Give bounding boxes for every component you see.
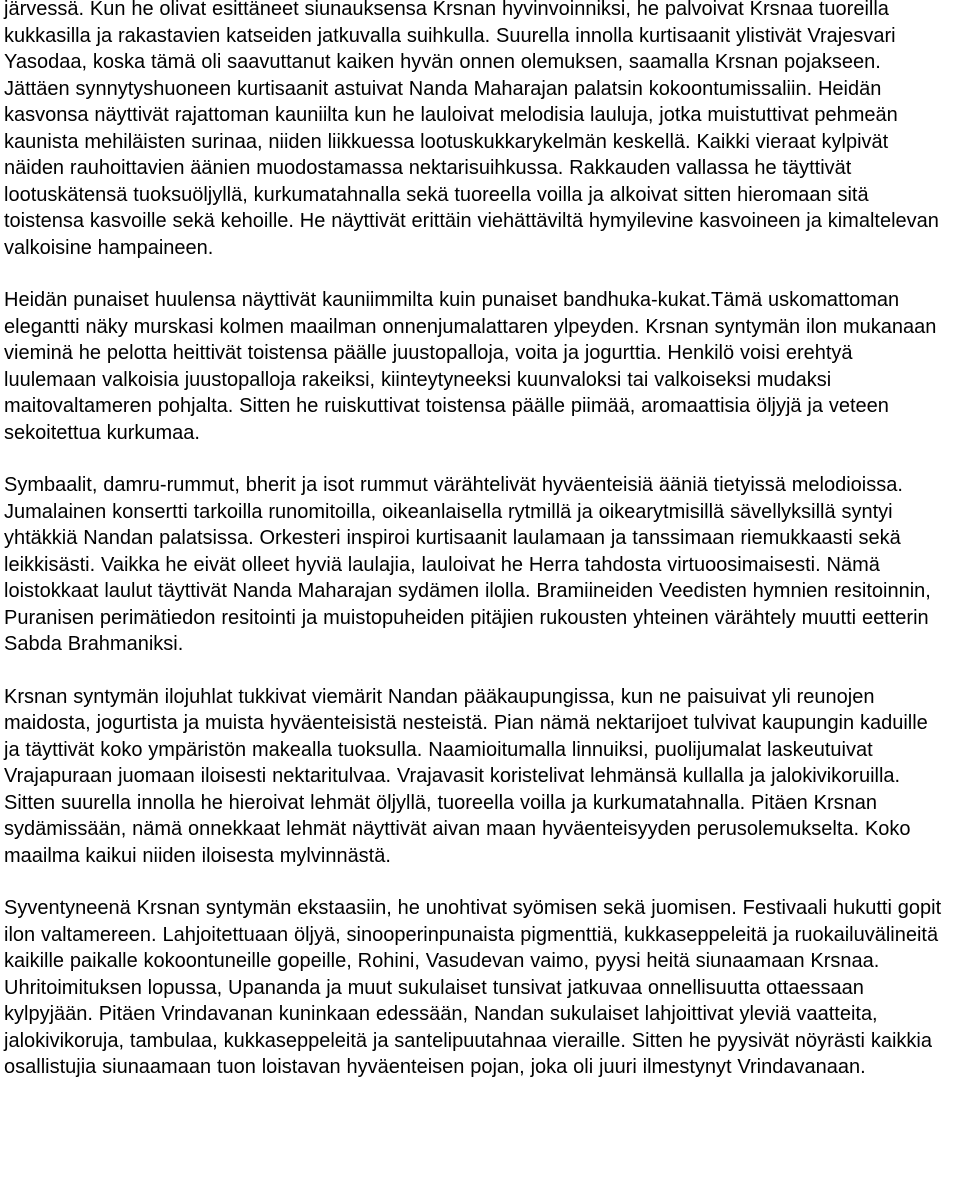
paragraph-1: järvessä. Kun he olivat esittäneet siunauksensa Krsnan hyvinvoinniksi, he palvoivat Krsnaa tuoreilla kukkasilla ja rakastavien katseiden jatkuvalla suihkulla. Suurella innolla kurtisaanit ylistivät Vrajesvari Yasodaa, koska tämä oli saavuttanut kaiken hyvän onnen olemuksen, saamalla Krsnan pojakseen. Jättäen synnytyshuoneen kurtisaanit astuivat Nanda Maharajan palatsin kokoontumissaliin. Heidän kasvonsa näyttivät rajattoman kauniilta kun he lauloivat melodisia lauluja, jotka muistuttivat pehmeän kaunista mehiläisten surinaa, niiden liikkuessa lootuskukkarykelmän keskellä. Kaikki vieraat kylpivät näiden rauhoittavien äänien muodostamassa nektarisuihkussa. Rakkauden vallassa he täyttivät lootuskätensä tuoksuöljyllä, kurkumatahnalla sekä tuoreella voilla ja alkoivat sitten hieromaan sitä toistensa kasvoille sekä kehoille. He näyttivät erittäin viehättäviltä hymyilevine kasvoineen ja kimaltelevan valkoisine hampaineen. [4,0,939,259]
paragraph-3: Symbaalit, damru-rummut, bherit ja isot rummut värähtelivät hyväenteisiä ääniä tietyissä melodioissa. Jumalainen konsertti tarkoilla runomitoilla, oikeanlaisella rytmillä ja oikearytmisillä sävellyksillä syntyi yhtäkkiä Nandan palatsissa. Orkesteri inspiroi kurtisaanit laulamaan ja tanssimaan riemukkaasti sekä leikkisästi. Vaikka he eivät olleet hyviä laulajia, lauloivat he Herra tahdosta virtuoosimaisesti. Nämä loistokkaat laulut täyttivät Nanda Maharajan sydämen ilolla. Bramiineiden Veedisten hymnien resitoinnin, Puranisen perimätiedon resitointi ja muistopuheiden pitäjien rukousten yhteinen värähtely muutti eetterin Sabda Brahmaniksi. [4,474,931,655]
paragraph-2: Heidän punaiset huulensa näyttivät kauniimmilta kuin punaiset bandhuka-kukat.Tämä uskomattoman elegantti näky murskasi kolmen maailman onnenjumalattaren ylpeyden. Krsnan syntymän ilon mukanaan vieminä he pelotta heittivät toistensa päälle juustopalloja, voita ja jogurttia. Henkilö voisi erehtyä luulemaan valkoisia juustopalloja rakeiksi, kiinteytyneeksi kuunvaloksi tai valkoiseksi mudaksi maitovaltameren pohjalta. Sitten he ruiskuttivat toistensa päälle piimää, aromaattisia öljyjä ja veteen sekoitettua kurkumaa. [4,289,937,444]
paragraph-5: Syventyneenä Krsnan syntymän ekstaasiin, he unohtivat syömisen sekä juomisen. Festivaali hukutti gopit ilon valtamereen. Lahjoitettuaan öljyä, sinooperinpunaista pigmenttiä, kukkaseppeleitä ja ruokailuvälineitä kaikille paikalle kokoontuneille gopeille, Rohini, Vasudevan vaimo, pyysi heitä siunaamaan Krsnaa. Uhritoimituksen lopussa, Upananda ja muut sukulaiset tunsivat jatkuvaa onnellisuutta ottaessaan kylpyjään. Pitäen Vrindavanan kuninkaan edessään, Nandan sukulaiset lahjoittivat yleviä vaatteita, jalokivikoruja, tambulaa, kukkaseppeleitä ja santelipuutahnaa vieraille. Sitten he pyysivät nöyrästi kaikkia osallistujia siunaamaan tuon loistavan hyväenteisen pojan, joka oli juuri ilmestynyt Vrindavanaan. [4,897,942,1078]
paragraph-4: Krsnan syntymän ilojuhlat tukkivat viemärit Nandan pääkaupungissa, kun ne paisuivat yli reunojen maidosta, jogurtista ja muista hyväenteisistä nesteistä. Pian nämä nektarijoet tulvivat kaupungin kaduille ja täyttivät koko ympäristön makealla tuoksulla. Naamioitumalla linnuiksi, puolijumalat laskeutuivat Vrajapuraan juomaan iloisesti nektaritulvaa. Vrajavasit koristelivat lehmänsä kullalla ja jalokivikoruilla. Sitten suurella innolla he hieroivat lehmät öljyllä, tuoreella voilla ja kurkumatahnalla. Pitäen Krsnan sydämissään, nämä onnekkaat lehmät näyttivät aivan maan hyväenteisyyden perusolemukselta. Koko maailma kaikui niiden iloisesta mylvinnästä. [4,685,928,867]
